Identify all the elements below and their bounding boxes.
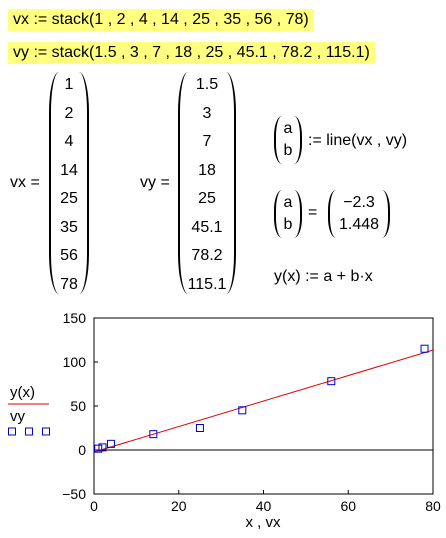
vx-result-label: vx =	[10, 174, 40, 191]
vx-cell: 56	[60, 247, 78, 264]
y-tick-label: 150	[62, 310, 86, 326]
model-definition[interactable]: y(x) := a + b·x	[274, 268, 373, 285]
vy-cell: 1.5	[195, 76, 219, 93]
b-value: 1.448	[338, 216, 380, 233]
a-value: −2.3	[343, 194, 375, 211]
vy-cell: 78.2	[191, 247, 223, 264]
vx-cell: 35	[60, 218, 78, 236]
vx-cell: 4	[64, 133, 74, 150]
vx-cell: 25	[60, 190, 78, 207]
vx-definition[interactable]: vx := stack(1 , 2 , 4 , 14 , 25 , 35 , 56 , 78)	[8, 9, 314, 31]
a-symbol: a	[283, 194, 293, 211]
y-tick-labels	[62, 310, 98, 502]
data-point	[196, 425, 203, 432]
x-tick-label: 20	[170, 498, 187, 514]
vy-cell: 7	[202, 133, 212, 150]
a-symbol: a	[283, 120, 293, 137]
equals-sign: =	[308, 204, 318, 221]
vy-cell: 45.1	[191, 218, 223, 236]
y-tick-label: 50	[70, 398, 86, 414]
legend-points-label: vy	[10, 408, 25, 425]
y-tick-label: 100	[62, 354, 86, 370]
x-tick-label: 40	[255, 498, 272, 514]
b-symbol: b	[283, 142, 293, 159]
data-points	[95, 345, 428, 452]
legend-line-label: y(x)	[10, 384, 35, 401]
vy-cell: 115.1	[187, 275, 227, 293]
x-tick-label: 60	[340, 498, 357, 514]
x-tick-label: 80	[425, 498, 441, 514]
data-point	[421, 345, 428, 352]
vy-cell: 18	[198, 161, 216, 179]
plot-frame	[94, 318, 433, 494]
x-axis-label: x , vx	[245, 514, 281, 531]
y-tick-label: 0	[78, 442, 86, 458]
legend-points-swatch	[9, 428, 50, 435]
vy-cell: 3	[202, 104, 212, 122]
line-function-call[interactable]: := line(vx , vy)	[308, 132, 408, 149]
legend-point-marker	[26, 428, 33, 435]
x-tick-label: 0	[90, 498, 98, 514]
vx-cell: 14	[60, 161, 78, 179]
vy-cell: 25	[198, 190, 216, 207]
b-symbol: b	[283, 216, 293, 233]
legend-point-marker	[9, 428, 16, 435]
y-tick-label: −50	[62, 486, 86, 502]
vx-cell: 2	[64, 104, 74, 122]
legend-point-marker	[43, 428, 50, 435]
vy-definition[interactable]: vy := stack(1.5 , 3 , 7 , 18 , 25 , 45.1 , 78.2 , 115.1)	[8, 42, 375, 64]
vx-cell: 78	[60, 275, 78, 293]
vy-result-label: vy =	[140, 174, 170, 191]
fit-line	[94, 350, 433, 452]
vx-cell: 1	[64, 76, 74, 93]
